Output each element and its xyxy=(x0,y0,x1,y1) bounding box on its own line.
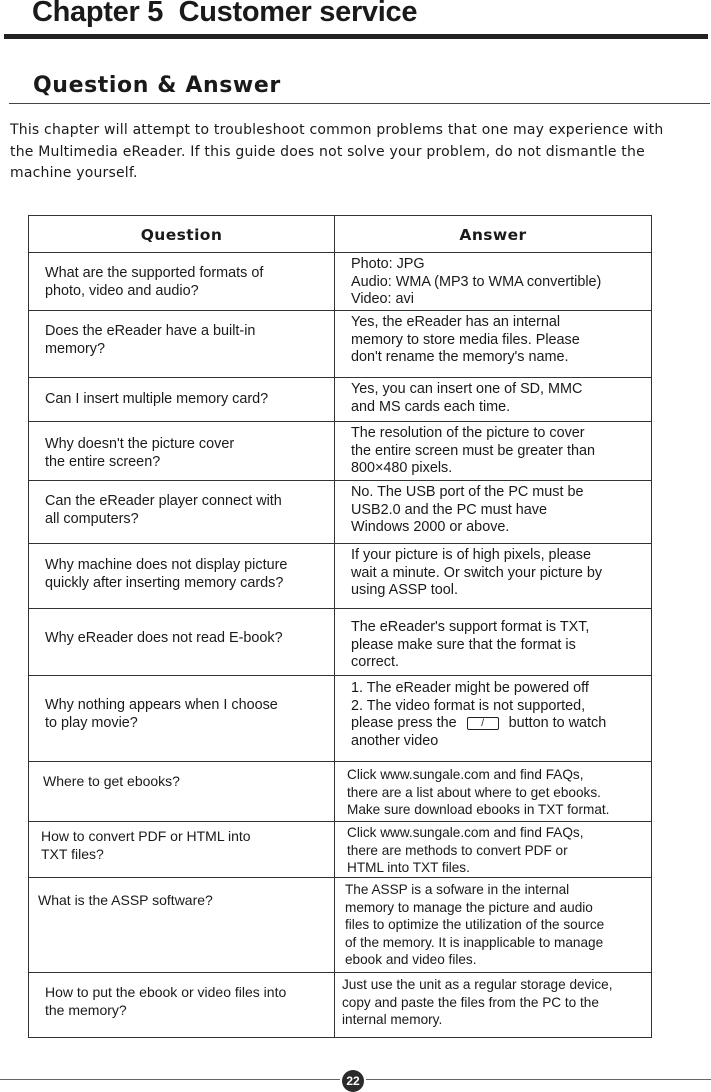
table-row xyxy=(29,544,652,609)
play-button-icon: / xyxy=(467,717,499,730)
answer-cell: The resolution of the picture to cover the entire screen must be greater than 800×480 pixels. xyxy=(335,422,652,481)
table-row xyxy=(29,822,652,878)
answer-cell: Just use the unit as a regular storage device, copy and paste the files from the PC to the internal memory. xyxy=(335,973,652,1038)
footer-line-left xyxy=(0,1079,340,1080)
intro-line: This chapter will attempt to troubleshoot common problems that one may experience with xyxy=(10,122,664,138)
question-cell: Why doesn't the picture cover the entire screen? xyxy=(29,422,335,481)
table-row xyxy=(29,253,652,311)
question-cell: How to convert PDF or HTML into TXT files? xyxy=(29,822,335,878)
answer-cell: The ASSP is a sofware in the internal memory to manage the picture and audio files to optimize the utilization of the source of the memory. It is inapplicable to manage ebook and video files. xyxy=(335,878,652,973)
table-row xyxy=(29,422,652,481)
section-divider xyxy=(9,103,710,104)
question-cell: Can the eReader player connect with all computers? xyxy=(29,481,335,544)
question-cell: Why eReader does not read E-book? xyxy=(29,609,335,676)
table-row xyxy=(29,878,652,973)
question-cell: Can I insert multiple memory card? xyxy=(29,378,335,422)
question-cell: What are the supported formats of photo, video and audio? xyxy=(29,253,335,311)
question-cell: Does the eReader have a built-in memory? xyxy=(29,311,335,378)
question-column-header: Question xyxy=(29,216,335,253)
page-number-badge: 22 xyxy=(342,1070,364,1092)
answer-cell: Click www.sungale.com and find FAQs, there are a list about where to get ebooks. Make sure download ebooks in TXT format. xyxy=(335,762,652,822)
table-row xyxy=(29,609,652,676)
chapter-title: Chapter 5 Customer service xyxy=(32,0,418,28)
table-row xyxy=(29,481,652,544)
intro-paragraph xyxy=(10,120,710,185)
question-cell: What is the ASSP software? xyxy=(29,878,335,973)
answer-cell: 1. The eReader might be powered off 2. The video format is not supported, please press the / button to watch another video xyxy=(335,676,652,762)
qa-table xyxy=(28,215,652,1038)
question-cell: Why machine does not display picture quickly after inserting memory cards? xyxy=(29,544,335,609)
table-row xyxy=(29,378,652,422)
table-row xyxy=(29,676,652,762)
answer-cell: If your picture is of high pixels, please wait a minute. Or switch your picture by using ASSP tool. xyxy=(335,544,652,609)
answer-cell: Yes, the eReader has an internal memory to store media files. Please don't rename the memory's name. xyxy=(335,311,652,378)
table-row xyxy=(29,973,652,1038)
question-cell: How to put the ebook or video files into the memory? xyxy=(29,973,335,1038)
section-title: Question & Answer xyxy=(33,73,281,98)
question-cell: Where to get ebooks? xyxy=(29,762,335,822)
chapter-divider xyxy=(4,34,708,39)
answer-cell: Click www.sungale.com and find FAQs, there are methods to convert PDF or HTML into TXT files. xyxy=(335,822,652,878)
table-row xyxy=(29,311,652,378)
answer-cell: Photo: JPG Audio: WMA (MP3 to WMA convertible) Video: avi xyxy=(335,253,652,311)
answer-cell: The eReader's support format is TXT, please make sure that the format is correct. xyxy=(335,609,652,676)
answer-column-header: Answer xyxy=(335,216,652,253)
answer-cell: No. The USB port of the PC must be USB2.0 and the PC must have Windows 2000 or above. xyxy=(335,481,652,544)
table-row xyxy=(29,762,652,822)
question-cell: Why nothing appears when I choose to play movie? xyxy=(29,676,335,762)
answer-cell: Yes, you can insert one of SD, MMC and MS cards each time. xyxy=(335,378,652,422)
intro-line: machine yourself. xyxy=(10,165,138,181)
table-header-row xyxy=(29,216,652,253)
intro-line: the Multimedia eReader. If this guide does not solve your problem, do not dismantle the xyxy=(10,143,645,160)
footer-line-right xyxy=(366,1079,711,1080)
